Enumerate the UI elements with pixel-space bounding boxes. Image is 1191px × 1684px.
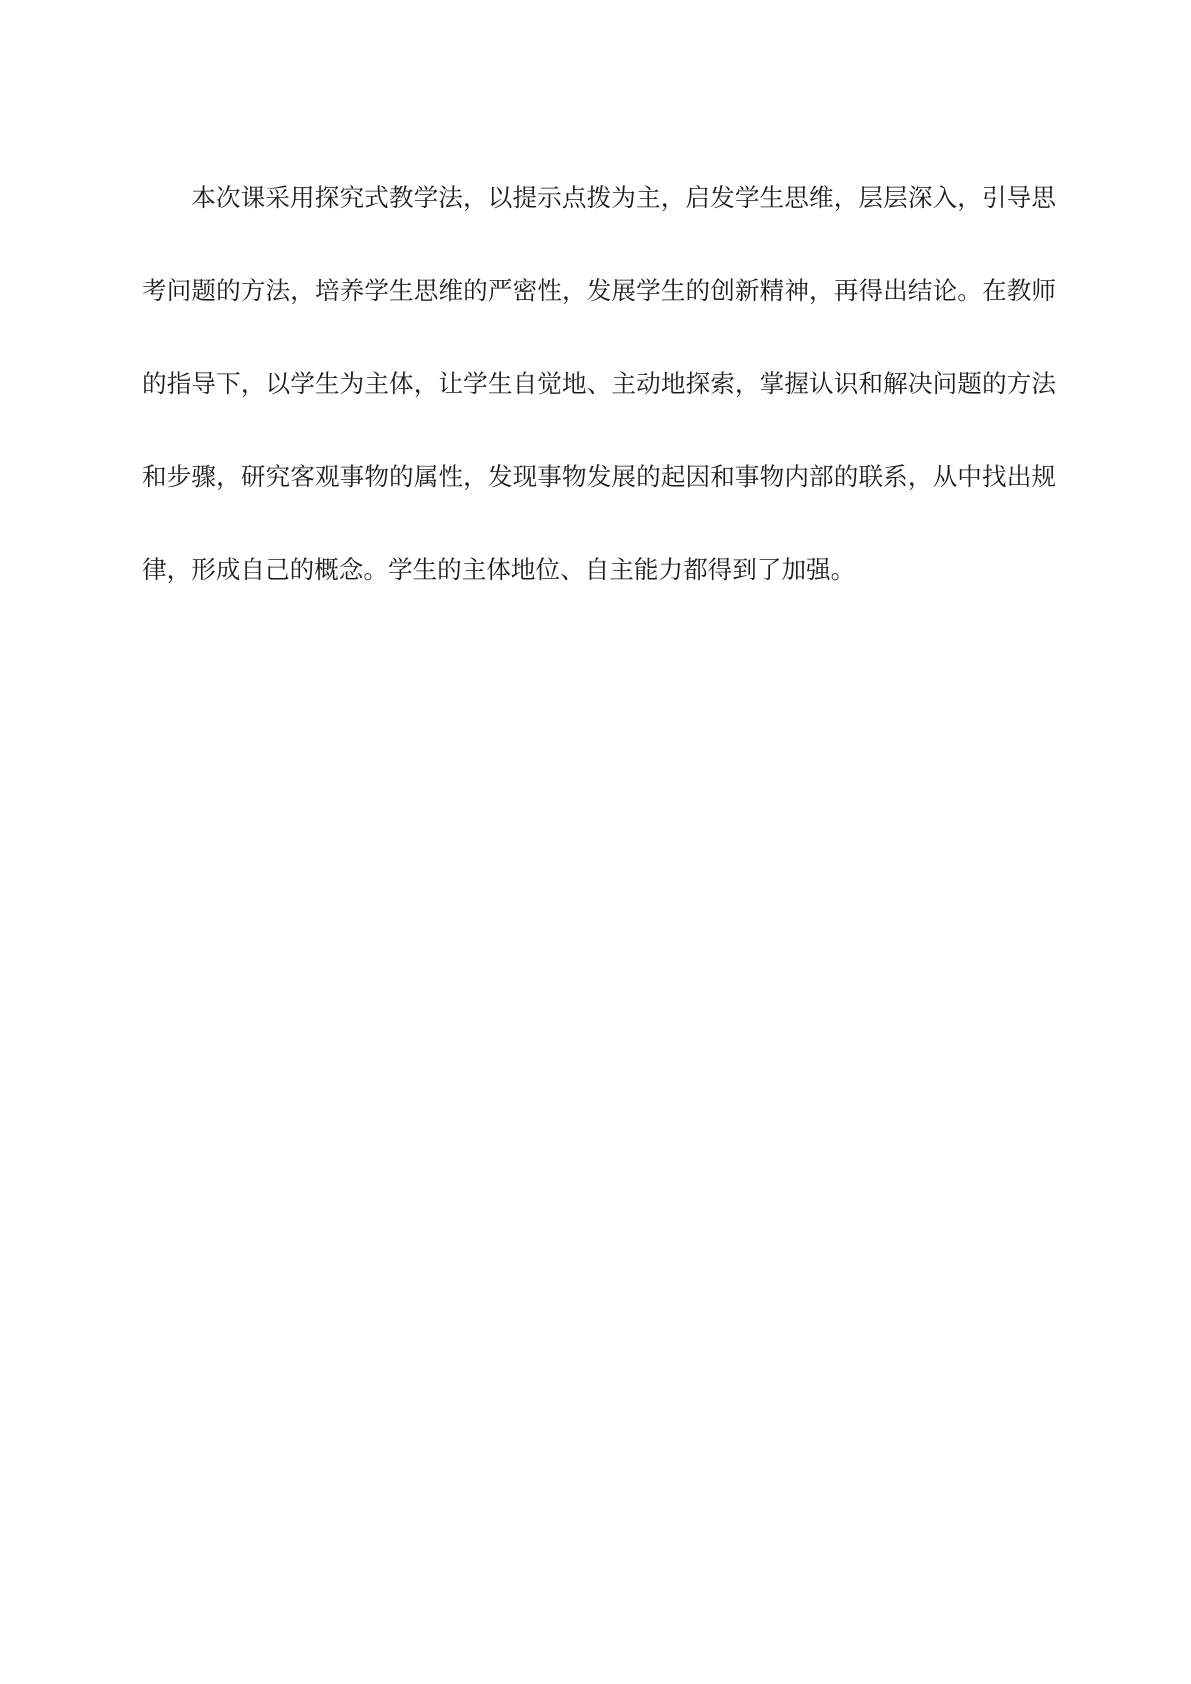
body-paragraph: 本次课采用探究式教学法，以提示点拨为主，启发学生思维，层层深入，引导思考问题的方法，培养学生思维的严密性，发展学生的创新精神，再得出结论。在教师的指导下，以学生为主体，让学生自觉地、主动地探索，掌握认识和解决问题的方法和步骤，研究客观事物的属性，发现事物发展的起因和事物内部的联系，从中找出规律，形成自己的概念。学生的主体地位、自主能力都得到了加强。 xyxy=(142,183,1056,584)
